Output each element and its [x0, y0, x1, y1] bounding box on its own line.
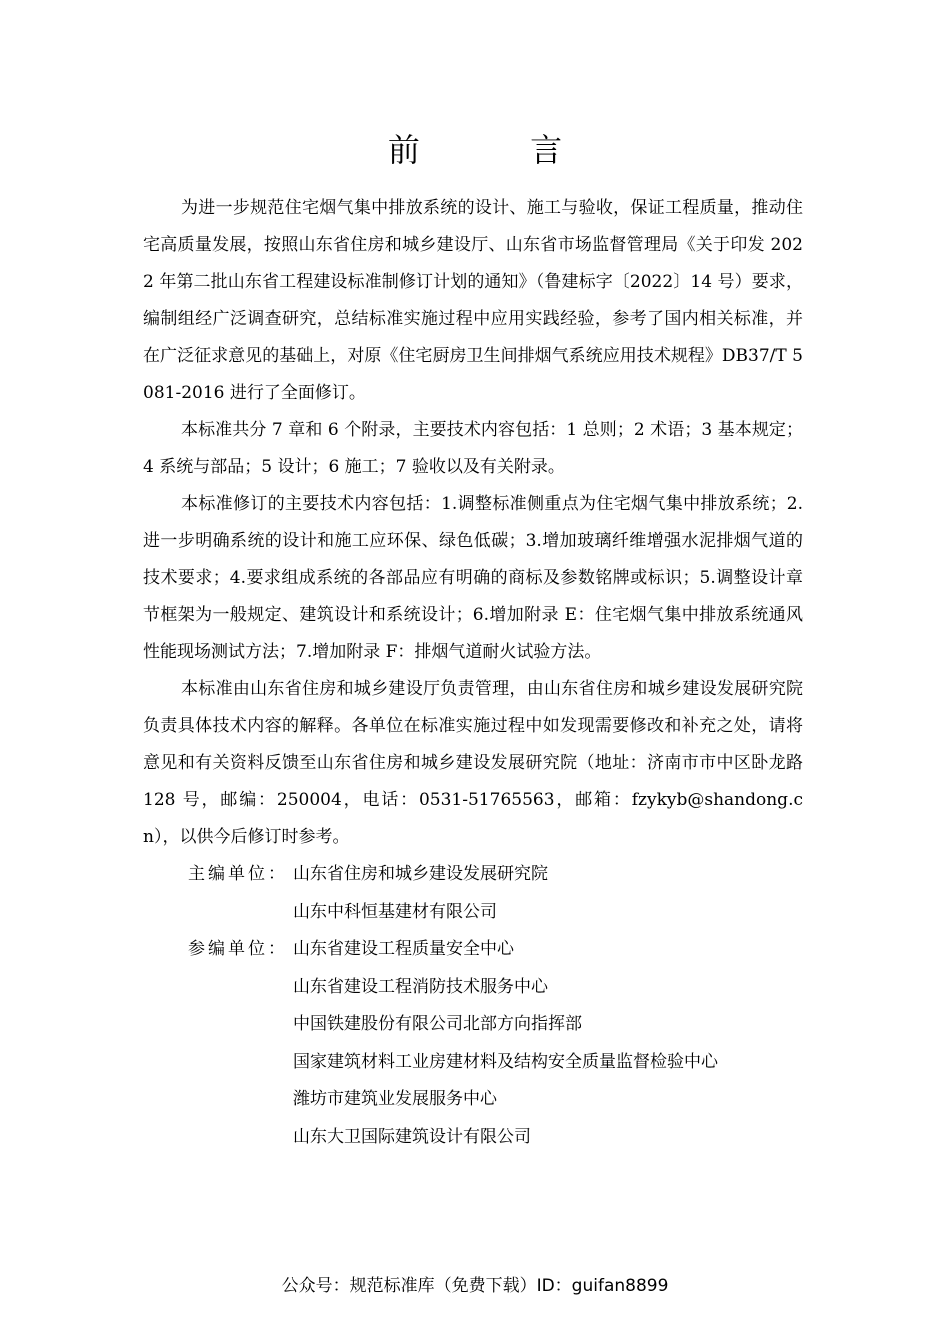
- chief-unit-row: [143, 856, 803, 894]
- participating-unit-row: [143, 1119, 803, 1157]
- paragraph-structure: 本标准共分 7 章和 6 个附录，主要技术内容包括：1 总则；2 术语；3 基本规定；4 系统与部品；5 设计；6 施工；7 验收以及有关附录。: [143, 420, 803, 477]
- participating-unit-row: [143, 931, 803, 969]
- paragraph-revisions: 本标准修订的主要技术内容包括：1.调整标准侧重点为住宅烟气集中排放系统；2.进一步明确系统的设计和施工应环保、绿色低碳；3.增加玻璃纤维增强水泥排烟气道的技术要求；4.要求组成系统的各部品应有明确的商标及参数铭牌或标识；5.调整设计章节框架为一般规定、建筑设计和系统设计；6.增加附录 E：住宅烟气集中排放系统通风性能现场测试方法；7.增加附录 F：排烟气道耐火试验方法。: [143, 494, 803, 662]
- participating-unit: 山东省建设工程消防技术服务中心: [293, 976, 548, 997]
- chief-editor-label: 主编单位：: [188, 864, 288, 884]
- participating-unit-row: [143, 1081, 803, 1119]
- chief-unit: 山东中科恒基建材有限公司: [293, 901, 497, 922]
- paragraph-background: 为进一步规范住宅烟气集中排放系统的设计、施工与验收，保证工程质量，推动住宅高质量发展，按照山东省住房和城乡建设厅、山东省市场监督管理局《关于印发 2022 年第二批山东省工程建设标准制修订计划的通知》（鲁建标字〔2022〕14 号）要求，编制组经广泛调查研究，总结标准实施过程中应用实践经验，参考了国内相关标准，并在广泛征求意见的基础上，对原《住宅厨房卫生间排烟气系统应用技术规程》DB37/T 5081-2016 进行了全面修订。: [143, 198, 803, 403]
- participating-unit: 山东省建设工程质量安全中心: [293, 939, 514, 959]
- participating-unit: 中国铁建股份有限公司北部方向指挥部: [293, 1014, 582, 1034]
- participating-unit: 山东大卫国际建筑设计有限公司: [293, 1126, 531, 1147]
- participating-unit-row: [143, 1044, 803, 1082]
- chief-unit-row: [143, 894, 803, 932]
- editor-units: [143, 856, 803, 1156]
- participating-editor-label: 参编单位：: [188, 939, 288, 959]
- participating-unit: 国家建筑材料工业房建材料及结构安全质量监督检验中心: [293, 1051, 718, 1072]
- participating-unit-row: [143, 1006, 803, 1044]
- footer-watermark-text: 公众号：规范标准库（免费下载）ID：guifan8899: [281, 1276, 669, 1296]
- preface-body: [143, 190, 803, 1156]
- paragraph-management: 本标准由山东省住房和城乡建设厅负责管理，由山东省住房和城乡建设发展研究院负责具体技术内容的解释。各单位在标准实施过程中如发现需要修改和补充之处，请将意见和有关资料反馈至山东省住房和城乡建设发展研究院（地址：济南市市中区卧龙路 128 号，邮编：250004，电话：0531-51765563，邮箱：fzykyb@shandong.cn），以供今后修订时参考。: [143, 679, 803, 847]
- participating-unit: 潍坊市建筑业发展服务中心: [293, 1089, 497, 1109]
- page-title: 前 言: [387, 131, 613, 169]
- participating-unit-row: [143, 969, 803, 1007]
- chief-unit: 山东省住房和城乡建设发展研究院: [293, 864, 548, 884]
